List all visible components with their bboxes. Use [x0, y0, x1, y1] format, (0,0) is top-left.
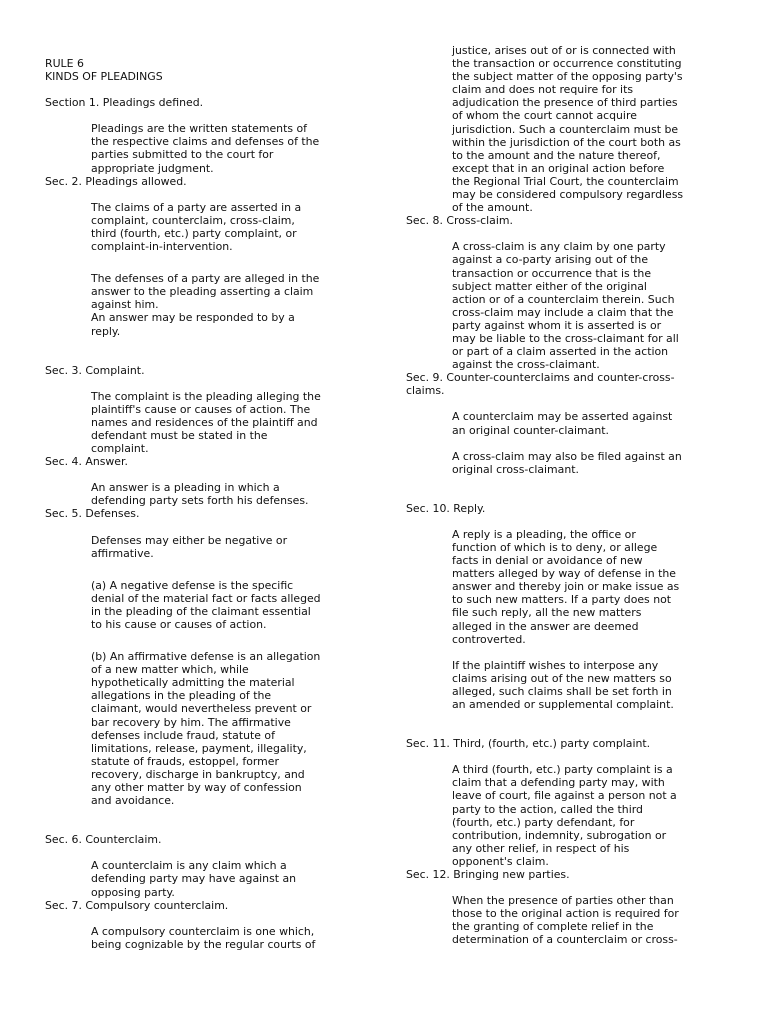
section-5-paragraph-2: (a) A negative defense is the specific denial of the material fact or facts alleged in the pleading of the claimant essential to his cause or causes of action.	[91, 578, 321, 631]
section-3-paragraph: The complaint is the pleading alleging the plaintiff's cause or causes of action. The names and residences of the plaintiff and defendant must be stated in the complaint.	[91, 389, 321, 456]
section-4-heading: Sec. 4. Answer.	[45, 455, 128, 469]
section-12-heading: Sec. 12. Bringing new parties.	[406, 867, 570, 881]
section-1-heading: Section 1. Pleadings defined.	[45, 96, 204, 110]
section-7-heading: Sec. 7. Compulsory counterclaim.	[45, 898, 229, 912]
section-3-heading: Sec. 3. Complaint.	[45, 363, 145, 377]
section-5-heading: Sec. 5. Defenses.	[45, 507, 140, 521]
left-column	[45, 57, 375, 951]
section-9-paragraph-2: A cross-claim may also be filed against an original cross-claimant.	[452, 449, 682, 476]
section-5-paragraph-3: (b) An affirmative defense is an allegation of a new matter which, while hypothetically admitting the material allegations in the pleading of the claimant, would nevertheless prevent or bar recovery by him. The affirmative defenses include fraud, statute of limitations, release, payment, illegality, statute of frauds, estoppel, former recovery, discharge in bankruptcy, and any other matter by way of confession and avoidance.	[91, 650, 321, 808]
section-8-paragraph: A cross-claim is any claim by one party against a co-party arising out of the transaction or occurrence that is the subject matter either of the original action or of a counterclaim therein. Such cross-claim may include a claim that the party against whom it is asserted is or may be liable to the cross-claimant for all or part of a claim asserted in the action against the cross-claimant.	[452, 240, 679, 372]
section-9-heading: Sec. 9. Counter-counterclaims and counter-cross- claims.	[406, 371, 675, 398]
section-4-paragraph: An answer is a pleading in which a defending party sets forth his defenses.	[91, 481, 309, 508]
rule-number: RULE 6	[45, 57, 84, 70]
right-column	[406, 44, 726, 946]
section-11-paragraph: A third (fourth, etc.) party complaint is a claim that a defending party may, with leave of court, file against a person not a party to the action, called the third (fourth, etc.) party defendant, for contribution, indemnity, subrogation or any other relief, in respect of his opponent's claim.	[452, 763, 677, 868]
section-7-continued: justice, arises out of or is connected with the transaction or occurrence constituting the subject matter of the opposing party's claim and does not require for its adjudication the presence of third parties of whom the court cannot acquire jurisdiction. Such a counterclaim must be within the jurisdiction of the court both as to the amount and the nature thereof, except that in an original action before the Regional Trial Court, the counterclaim may be considered compulsory regardless of the amount.	[452, 44, 684, 215]
section-6-paragraph: A counterclaim is any claim which a defending party may have against an opposing party.	[91, 859, 297, 899]
section-1-paragraph: Pleadings are the written statements of the respective claims and defenses of the parties submitted to the court for appropriate judgment.	[91, 122, 320, 175]
section-10-paragraph-2: If the plaintiff wishes to interpose any claims arising out of the new matters so alleged, such claims shall be set forth in an amended or supplemental complaint.	[452, 658, 674, 712]
section-8-heading: Sec. 8. Cross-claim.	[406, 214, 513, 228]
section-7-paragraph: A compulsory counterclaim is one which, being cognizable by the regular courts of	[91, 924, 316, 951]
section-5-paragraph-1: Defenses may either be negative or affirmative.	[91, 533, 288, 560]
section-6-heading: Sec. 6. Counterclaim.	[45, 833, 162, 847]
section-12-paragraph: When the presence of parties other than those to the original action is required for the granting of complete relief in the determination of a counterclaim or cross-	[452, 894, 679, 947]
rule-title: KINDS OF PLEADINGS	[45, 70, 163, 84]
section-10-paragraph-1: A reply is a pleading, the office or function of which is to deny, or allege facts in denial or avoidance of new matters alleged by way of defense in the answer and thereby join or make issue as to such new matters. If a party does not file such reply, all the new matters alleged in the answer are deemed controverted.	[452, 527, 680, 646]
section-10-heading: Sec. 10. Reply.	[406, 501, 486, 515]
section-2-paragraph-2: The defenses of a party are alleged in the answer to the pleading asserting a claim against him. An answer may be responded to by a reply.	[91, 272, 320, 338]
section-2-heading: Sec. 2. Pleadings allowed.	[45, 174, 187, 188]
section-9-paragraph-1: A counterclaim may be asserted against an original counter-claimant.	[452, 410, 673, 437]
section-11-heading: Sec. 11. Third, (fourth, etc.) party complaint.	[406, 737, 651, 751]
section-2-paragraph-1: The claims of a party are asserted in a complaint, counterclaim, cross-claim, third (fourth, etc.) party complaint, or complaint-in-intervention.	[91, 200, 302, 254]
